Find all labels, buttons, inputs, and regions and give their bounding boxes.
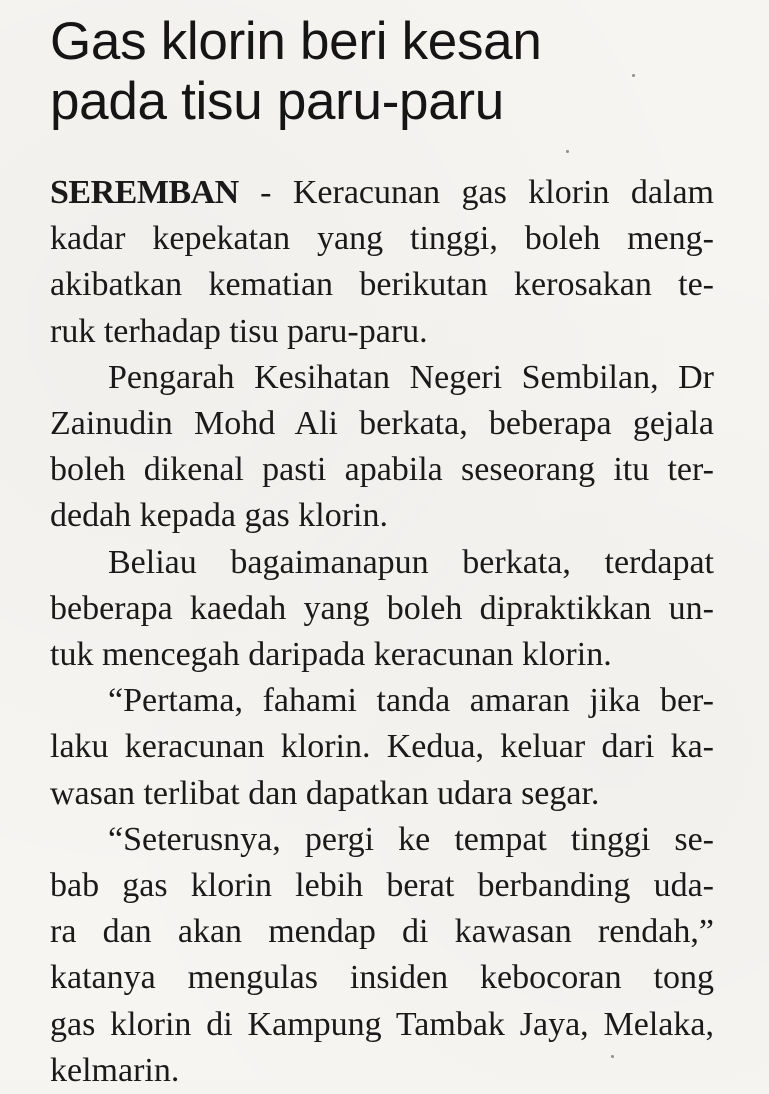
article-headline	[50, 12, 740, 132]
article-line: laku keracunan klorin. Kedua, keluar dari ka-	[50, 728, 714, 766]
article-paragraph	[50, 355, 714, 540]
print-speck	[632, 74, 635, 77]
article-line: boleh dikenal pasti apabila seseorang itu ter-	[50, 451, 714, 489]
article-paragraph	[50, 678, 714, 817]
article-line: Beliau bagaimanapun berkata, terdapat	[108, 543, 714, 581]
article-line: Zainudin Mohd Ali berkata, beberapa gejala	[50, 405, 714, 443]
article-line: gas klorin di Kampung Tambak Jaya, Melaka,	[50, 1005, 714, 1043]
article-line: wasan terlibat dan dapatkan udara segar.	[50, 774, 600, 812]
article-line: Pengarah Kesihatan Negeri Sembilan, Dr	[108, 358, 714, 396]
print-speck	[566, 150, 569, 153]
article-line: beberapa kaedah yang boleh dipraktikkan un-	[50, 589, 714, 627]
article-paragraph	[50, 540, 714, 679]
article-line	[50, 170, 714, 216]
article-line: kadar kepekatan yang tinggi, boleh meng-	[50, 220, 714, 258]
article-line: akibatkan kematian berikutan kerosakan te-	[50, 266, 714, 304]
article-paragraph	[50, 170, 714, 355]
article-line: tuk mencegah daripada keracunan klorin.	[50, 636, 612, 674]
article-line-text: - Keracunan gas klorin dalam	[238, 174, 714, 211]
article-line: ra dan akan mendap di kawasan rendah,”	[50, 913, 714, 951]
headline-line: Gas klorin beri kesan	[50, 12, 542, 71]
article-line: kelmarin.	[50, 1051, 180, 1089]
article-paragraph	[50, 817, 714, 1094]
article-line: “Seterusnya, pergi ke tempat tinggi se-	[108, 820, 714, 858]
print-speck	[611, 1055, 614, 1058]
article-line: dedah kepada gas klorin.	[50, 497, 388, 535]
article-line: katanya mengulas insiden kebocoran tong	[50, 959, 714, 997]
headline-line: pada tisu paru-paru	[50, 72, 504, 131]
article-line: ruk terhadap tisu paru-paru.	[50, 312, 428, 350]
dateline: SEREMBAN	[50, 174, 239, 211]
article-line: “Pertama, fahami tanda amaran jika ber-	[108, 682, 714, 720]
article-line: bab gas klorin lebih berat berbanding uda-	[50, 867, 714, 905]
article-body	[50, 170, 714, 1094]
